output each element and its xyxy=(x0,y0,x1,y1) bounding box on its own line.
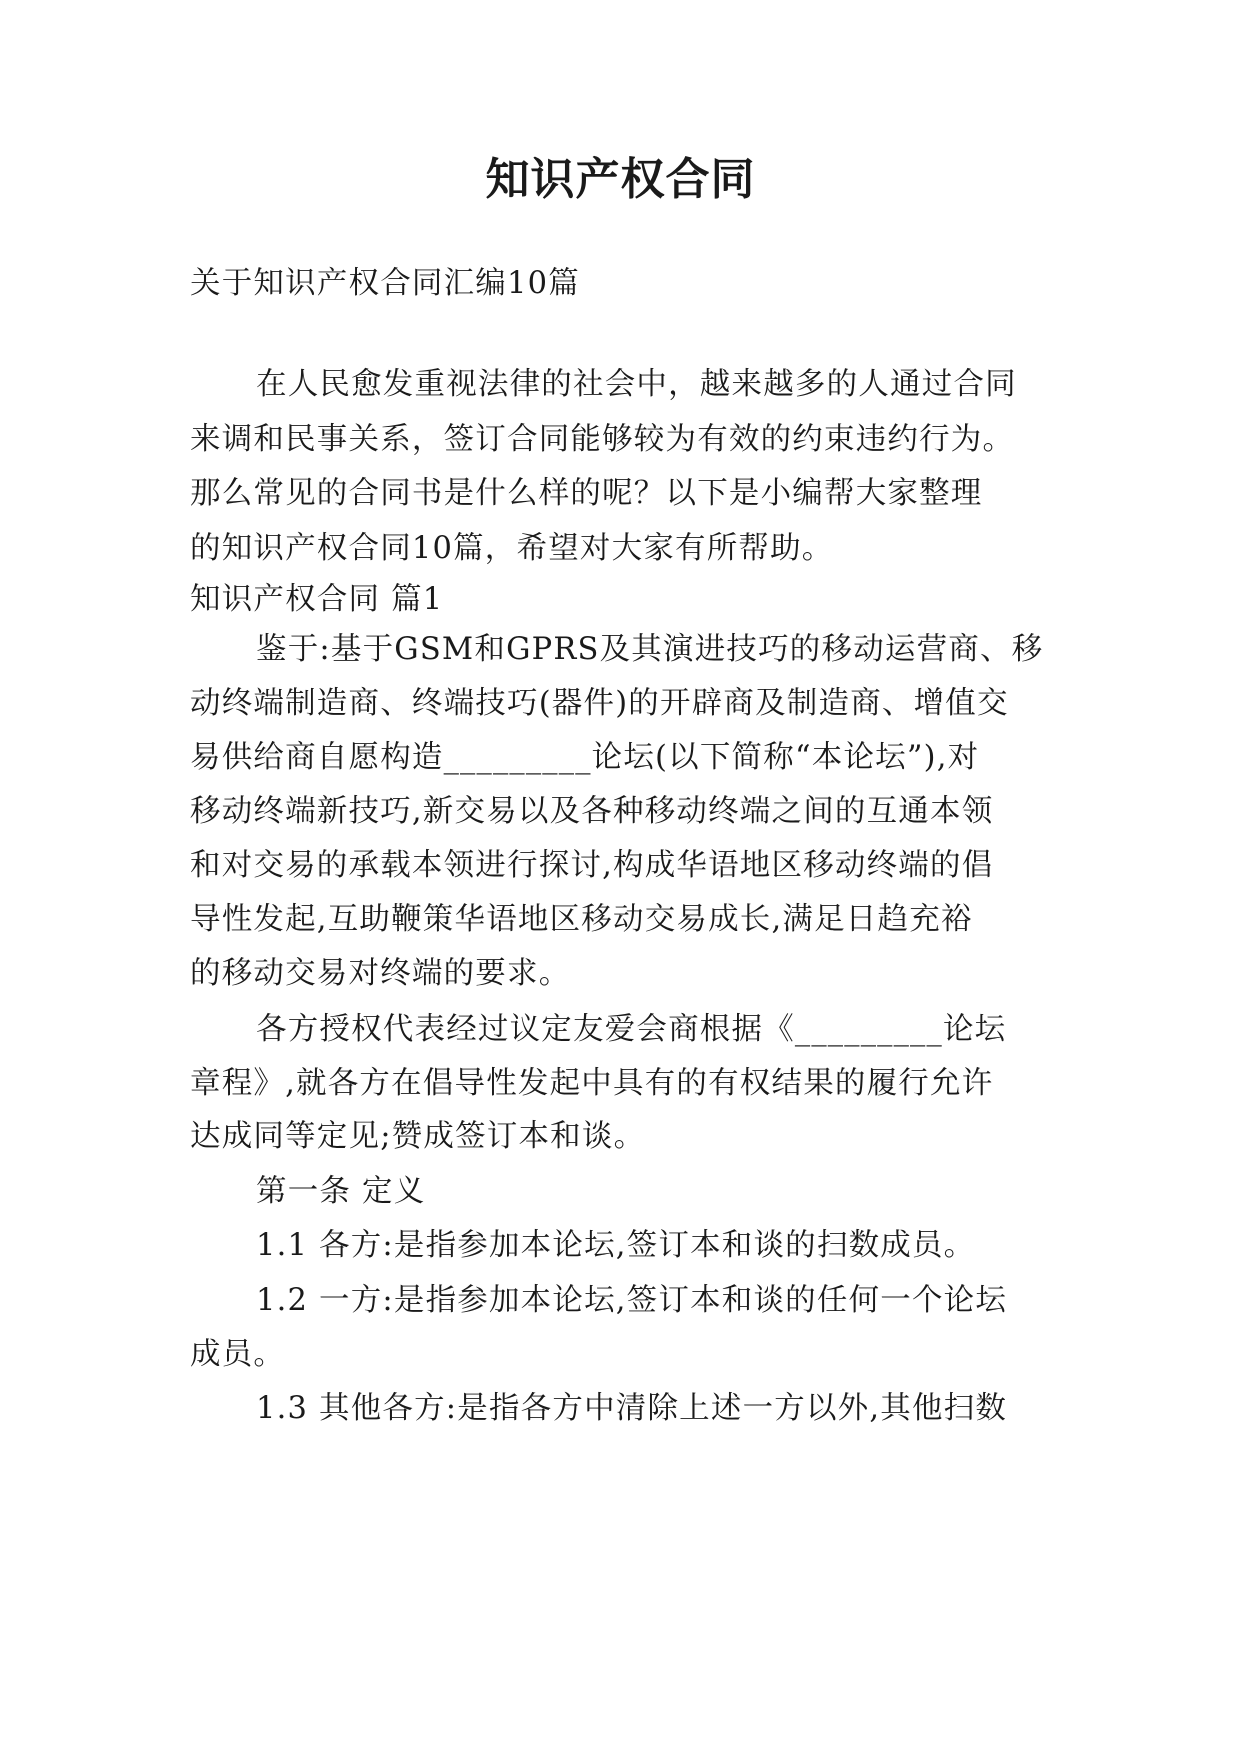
paragraph-line: 的移动交易对终端的要求。 xyxy=(190,956,571,991)
paragraph-line: 达成同等定见;赞成签订本和谈。 xyxy=(190,1119,646,1154)
paragraph-line: 章程》,就各方在倡导性发起中具有的有权结果的履行允许 xyxy=(190,1066,994,1101)
article-heading: 第一条 定义 xyxy=(256,1174,426,1209)
clause-line: 1.3 其他各方:是指各方中清除上述一方以外,其他扫数 xyxy=(256,1391,1008,1426)
paragraph-line: 在人民愈发重视法律的社会中，越来越多的人通过合同 xyxy=(256,367,1017,402)
clause-line: 成员。 xyxy=(190,1337,286,1372)
paragraph-line: 移动终端新技巧,新交易以及各种移动终端之间的互通本领 xyxy=(190,794,994,829)
paragraph-line: 易供给商自愿构造_________论坛(以下简称“本论坛”),对 xyxy=(190,740,980,775)
section-heading: 知识产权合同 篇1 xyxy=(190,582,444,617)
paragraph-line: 各方授权代表经过议定友爱会商根据《_________论坛 xyxy=(256,1012,1007,1047)
paragraph-line: 和对交易的承载本领进行探讨,构成华语地区移动终端的倡 xyxy=(190,848,994,883)
paragraph-line: 动终端制造商、终端技巧(器件)的开辟商及制造商、增值交 xyxy=(190,686,1009,721)
clause-line: 1.1 各方:是指参加本论坛,签订本和谈的扫数成员。 xyxy=(256,1228,976,1263)
paragraph-line: 那么常见的合同书是什么样的呢？以下是小编帮大家整理 xyxy=(190,476,983,511)
paragraph-line: 来调和民事关系，签订合同能够较为有效的约束违约行为。 xyxy=(190,422,1015,457)
paragraph-line: 导性发起,互助鞭策华语地区移动交易成长,满足日趋充裕 xyxy=(190,902,973,937)
document-title: 知识产权合同 xyxy=(485,154,756,205)
paragraph-line: 鉴于:基于GSM和GPRS及其演进技巧的移动运营商、移 xyxy=(256,632,1044,667)
document-subtitle: 关于知识产权合同汇编10篇 xyxy=(190,266,580,301)
paragraph-line: 的知识产权合同10篇，希望对大家有所帮助。 xyxy=(190,531,834,566)
clause-line: 1.2 一方:是指参加本论坛,签订本和谈的任何一个论坛 xyxy=(256,1283,1008,1318)
